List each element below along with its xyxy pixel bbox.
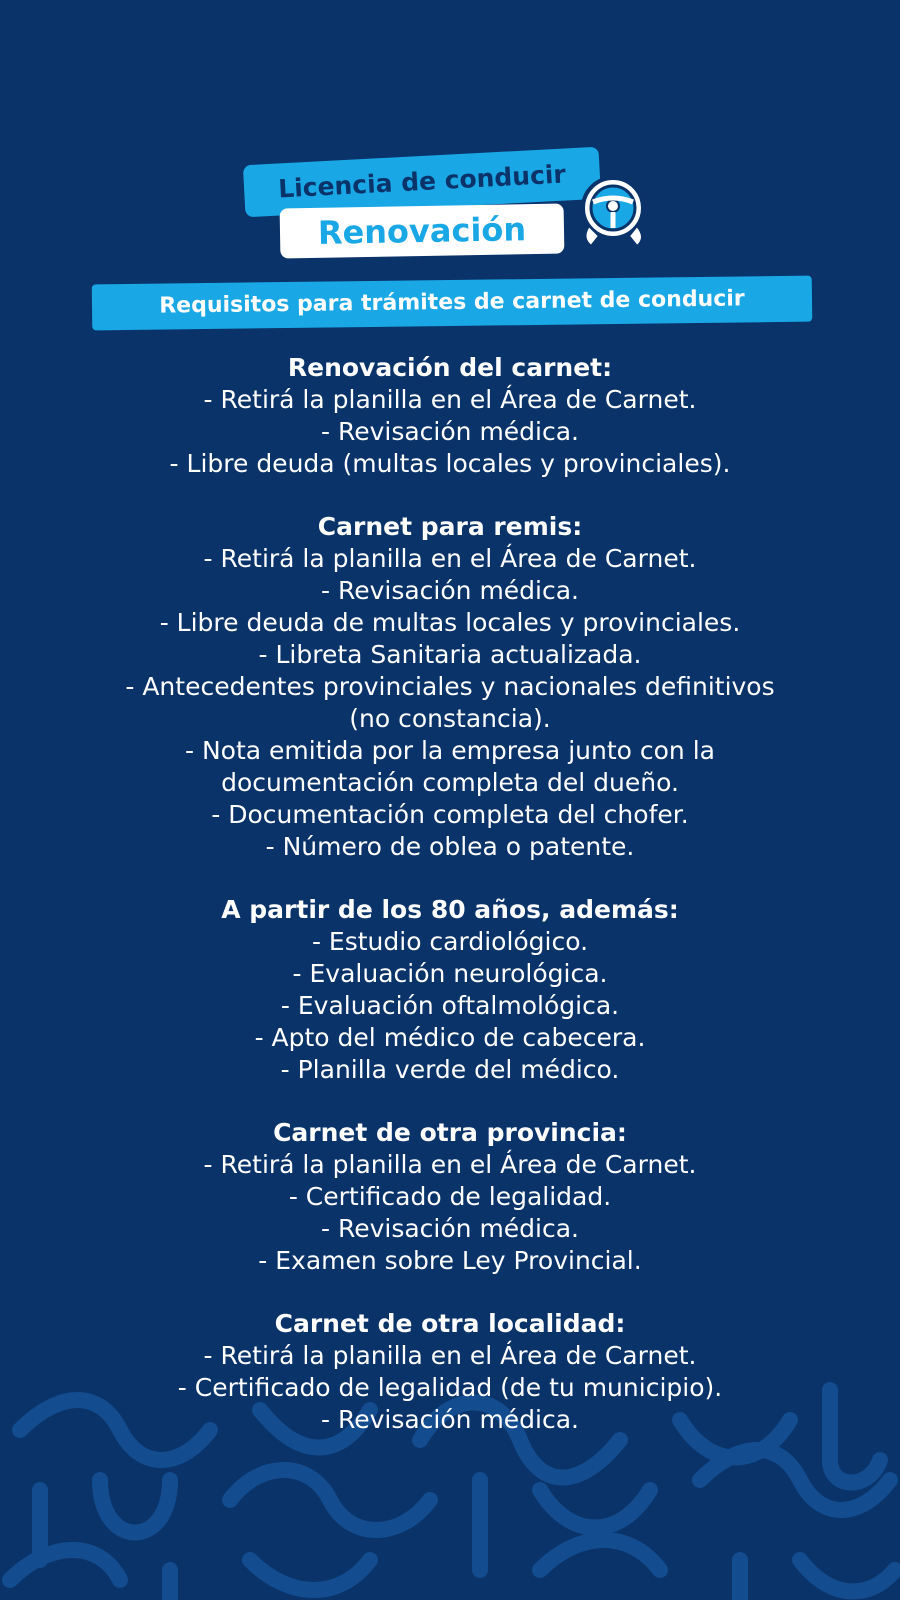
list-item: - Examen sobre Ley Provincial.	[258, 1246, 642, 1275]
list-item: - Retirá la planilla en el Área de Carnet.	[203, 1150, 697, 1179]
list-item: - Estudio cardiológico.	[311, 927, 589, 956]
section-title: Carnet de otra localidad:	[274, 1309, 626, 1338]
list-item: - Retirá la planilla en el Área de Carnet.	[203, 1341, 697, 1370]
section-title: Renovación del carnet:	[287, 353, 613, 382]
section-80-anos	[40, 894, 860, 1086]
requirements-content	[40, 352, 860, 1467]
list-item: - Número de oblea o patente.	[265, 832, 635, 861]
section-title: A partir de los 80 años, además:	[221, 895, 679, 924]
list-item: - Certificado de legalidad.	[288, 1182, 612, 1211]
list-item: - Revisación médica.	[320, 417, 580, 446]
section-otra-localidad	[40, 1308, 860, 1436]
steering-wheel-icon	[575, 168, 655, 250]
list-item: - Retirá la planilla en el Área de Carnet.	[203, 385, 697, 414]
requirement-list	[40, 1149, 860, 1277]
list-item: - Apto del médico de cabecera.	[254, 1023, 646, 1052]
requirement-list	[40, 926, 860, 1086]
requirements-banner-label: Requisitos para trámites de carnet de conducir	[159, 286, 745, 319]
section-renovacion	[40, 352, 860, 480]
header	[0, 0, 900, 319]
list-item: (no constancia).	[349, 704, 551, 733]
list-item: - Libre deuda de multas locales y provinciales.	[159, 608, 741, 637]
section-remis	[40, 511, 860, 863]
renewal-tag	[280, 204, 565, 259]
list-item: - Libre deuda (multas locales y provinciales).	[169, 449, 731, 478]
requirement-list	[40, 384, 860, 480]
list-item: - Certificado de legalidad (de tu municipio).	[177, 1373, 723, 1402]
section-otra-provincia	[40, 1117, 860, 1277]
list-item: - Planilla verde del médico.	[280, 1055, 620, 1084]
section-title: Carnet para remis:	[317, 512, 583, 541]
list-item: - Antecedentes provinciales y nacionales definitivos	[125, 672, 775, 701]
list-item: - Revisación médica.	[320, 576, 580, 605]
list-item: - Evaluación neurológica.	[292, 959, 608, 988]
list-item: - Nota emitida por la empresa junto con la	[185, 736, 715, 765]
section-title: Carnet de otra provincia:	[273, 1118, 627, 1147]
renewal-tag-label: Renovación	[317, 210, 527, 252]
requirement-list	[40, 1340, 860, 1436]
license-tag-label: Licencia de conducir	[277, 159, 567, 204]
list-item: - Documentación completa del chofer.	[211, 800, 689, 829]
list-item: - Retirá la planilla en el Área de Carnet.	[203, 544, 697, 573]
list-item: - Revisación médica.	[320, 1214, 580, 1243]
requirement-list	[40, 543, 860, 863]
requirements-banner	[92, 276, 813, 331]
list-item: - Libreta Sanitaria actualizada.	[258, 640, 642, 669]
list-item: documentación completa del dueño.	[221, 768, 679, 797]
list-item: - Revisación médica.	[320, 1405, 580, 1434]
list-item: - Evaluación oftalmológica.	[280, 991, 620, 1020]
